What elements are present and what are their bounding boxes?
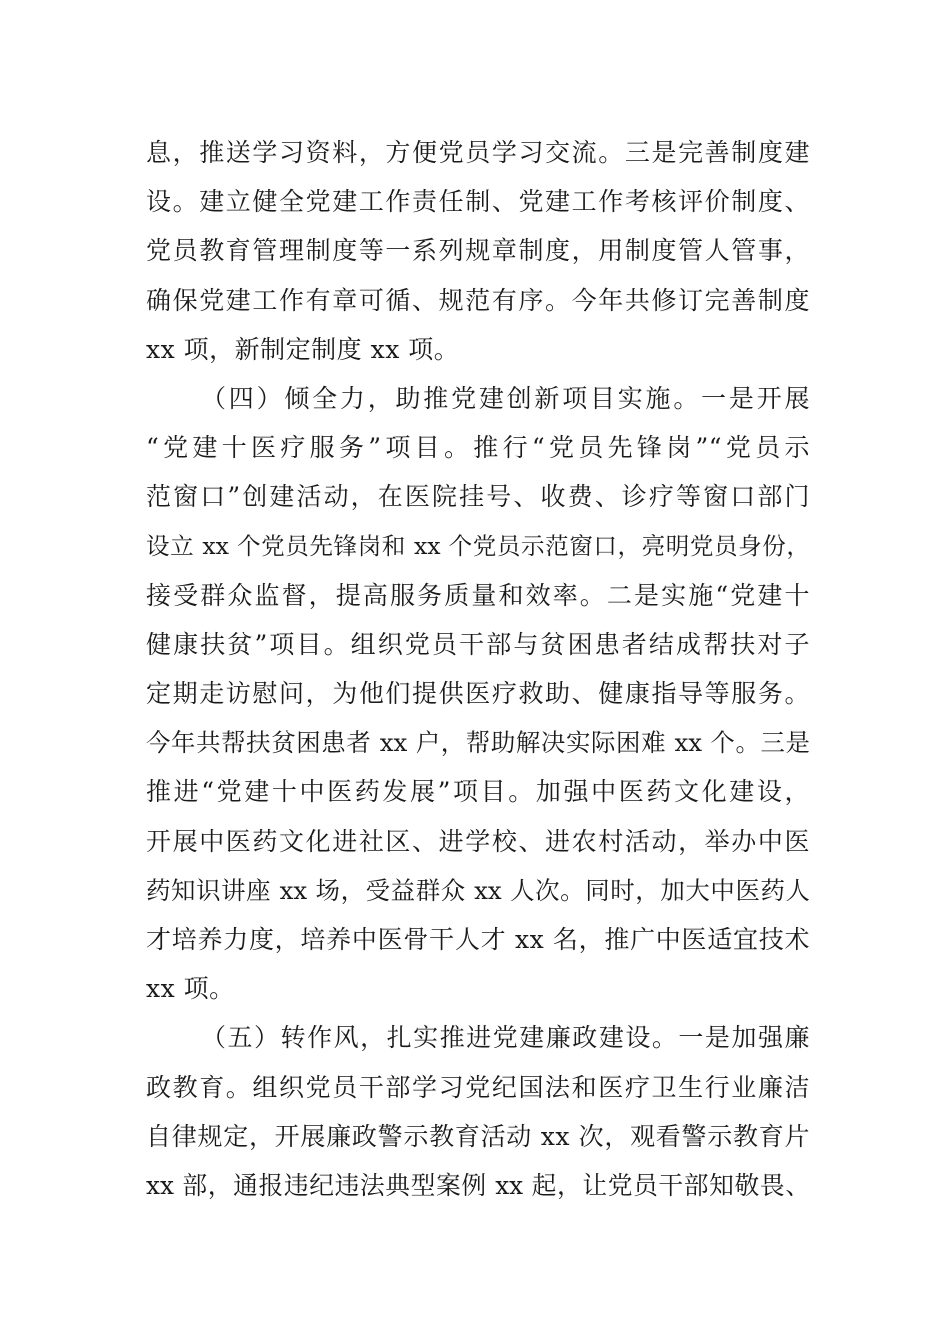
- text-line: 范窗口”创建活动，在医院挂号、收费、诊疗等窗口部门: [146, 482, 810, 512]
- document-body: [146, 128, 810, 1210]
- text-line: 设立 xx 个党员先锋岗和 xx 个党员示范窗口，亮明党员身份，: [146, 531, 810, 560]
- text-line: 今年共帮扶贫困患者 xx 户，帮助解决实际困难 xx 个。三是: [146, 728, 810, 758]
- text-line: （四）倾全力，助推党建创新项目实施。一是开展: [201, 383, 810, 413]
- text-line: 政教育。组织党员干部学习党纪国法和医疗卫生行业廉洁: [146, 1072, 810, 1102]
- text-line: 定期走访慰问，为他们提供医疗救助、健康指导等服务。: [146, 679, 810, 709]
- text-line: 党员教育管理制度等一系列规章制度，用制度管人管事，: [146, 236, 810, 266]
- text-line: 自律规定，开展廉政警示教育活动 xx 次，观看警示教育片: [146, 1121, 810, 1151]
- text-line: 健康扶贫”项目。组织党员干部与贫困患者结成帮扶对子: [146, 629, 810, 659]
- text-line: xx 项。: [146, 974, 235, 1004]
- text-line: 接受群众监督，提高服务质量和效率。二是实施“党建十: [146, 580, 810, 610]
- text-line: 开展中医药文化进社区、进学校、进农村活动，举办中医: [146, 826, 810, 856]
- text-line: 药知识讲座 xx 场，受益群众 xx 人次。同时，加大中医药人: [146, 875, 810, 905]
- text-line: 确保党建工作有章可循、规范有序。今年共修订完善制度: [146, 285, 810, 315]
- text-line: xx 项，新制定制度 xx 项。: [146, 334, 460, 364]
- text-line: xx 部，通报违纪违法典型案例 xx 起，让党员干部知敬畏、: [146, 1170, 810, 1200]
- text-line: 设。建立健全党建工作责任制、党建工作考核评价制度、: [146, 187, 810, 217]
- text-line: 息，推送学习资料，方便党员学习交流。三是完善制度建: [146, 138, 810, 167]
- text-line: “党建十医疗服务”项目。推行“党员先锋岗”“党员示: [146, 433, 810, 463]
- text-line: （五）转作风，扎实推进党建廉政建设。一是加强廉: [201, 1023, 810, 1053]
- text-line: 才培养力度，培养中医骨干人才 xx 名，推广中医适宜技术: [146, 925, 810, 954]
- text-line: 推进“党建十中医药发展”项目。加强中医药文化建设，: [146, 777, 810, 807]
